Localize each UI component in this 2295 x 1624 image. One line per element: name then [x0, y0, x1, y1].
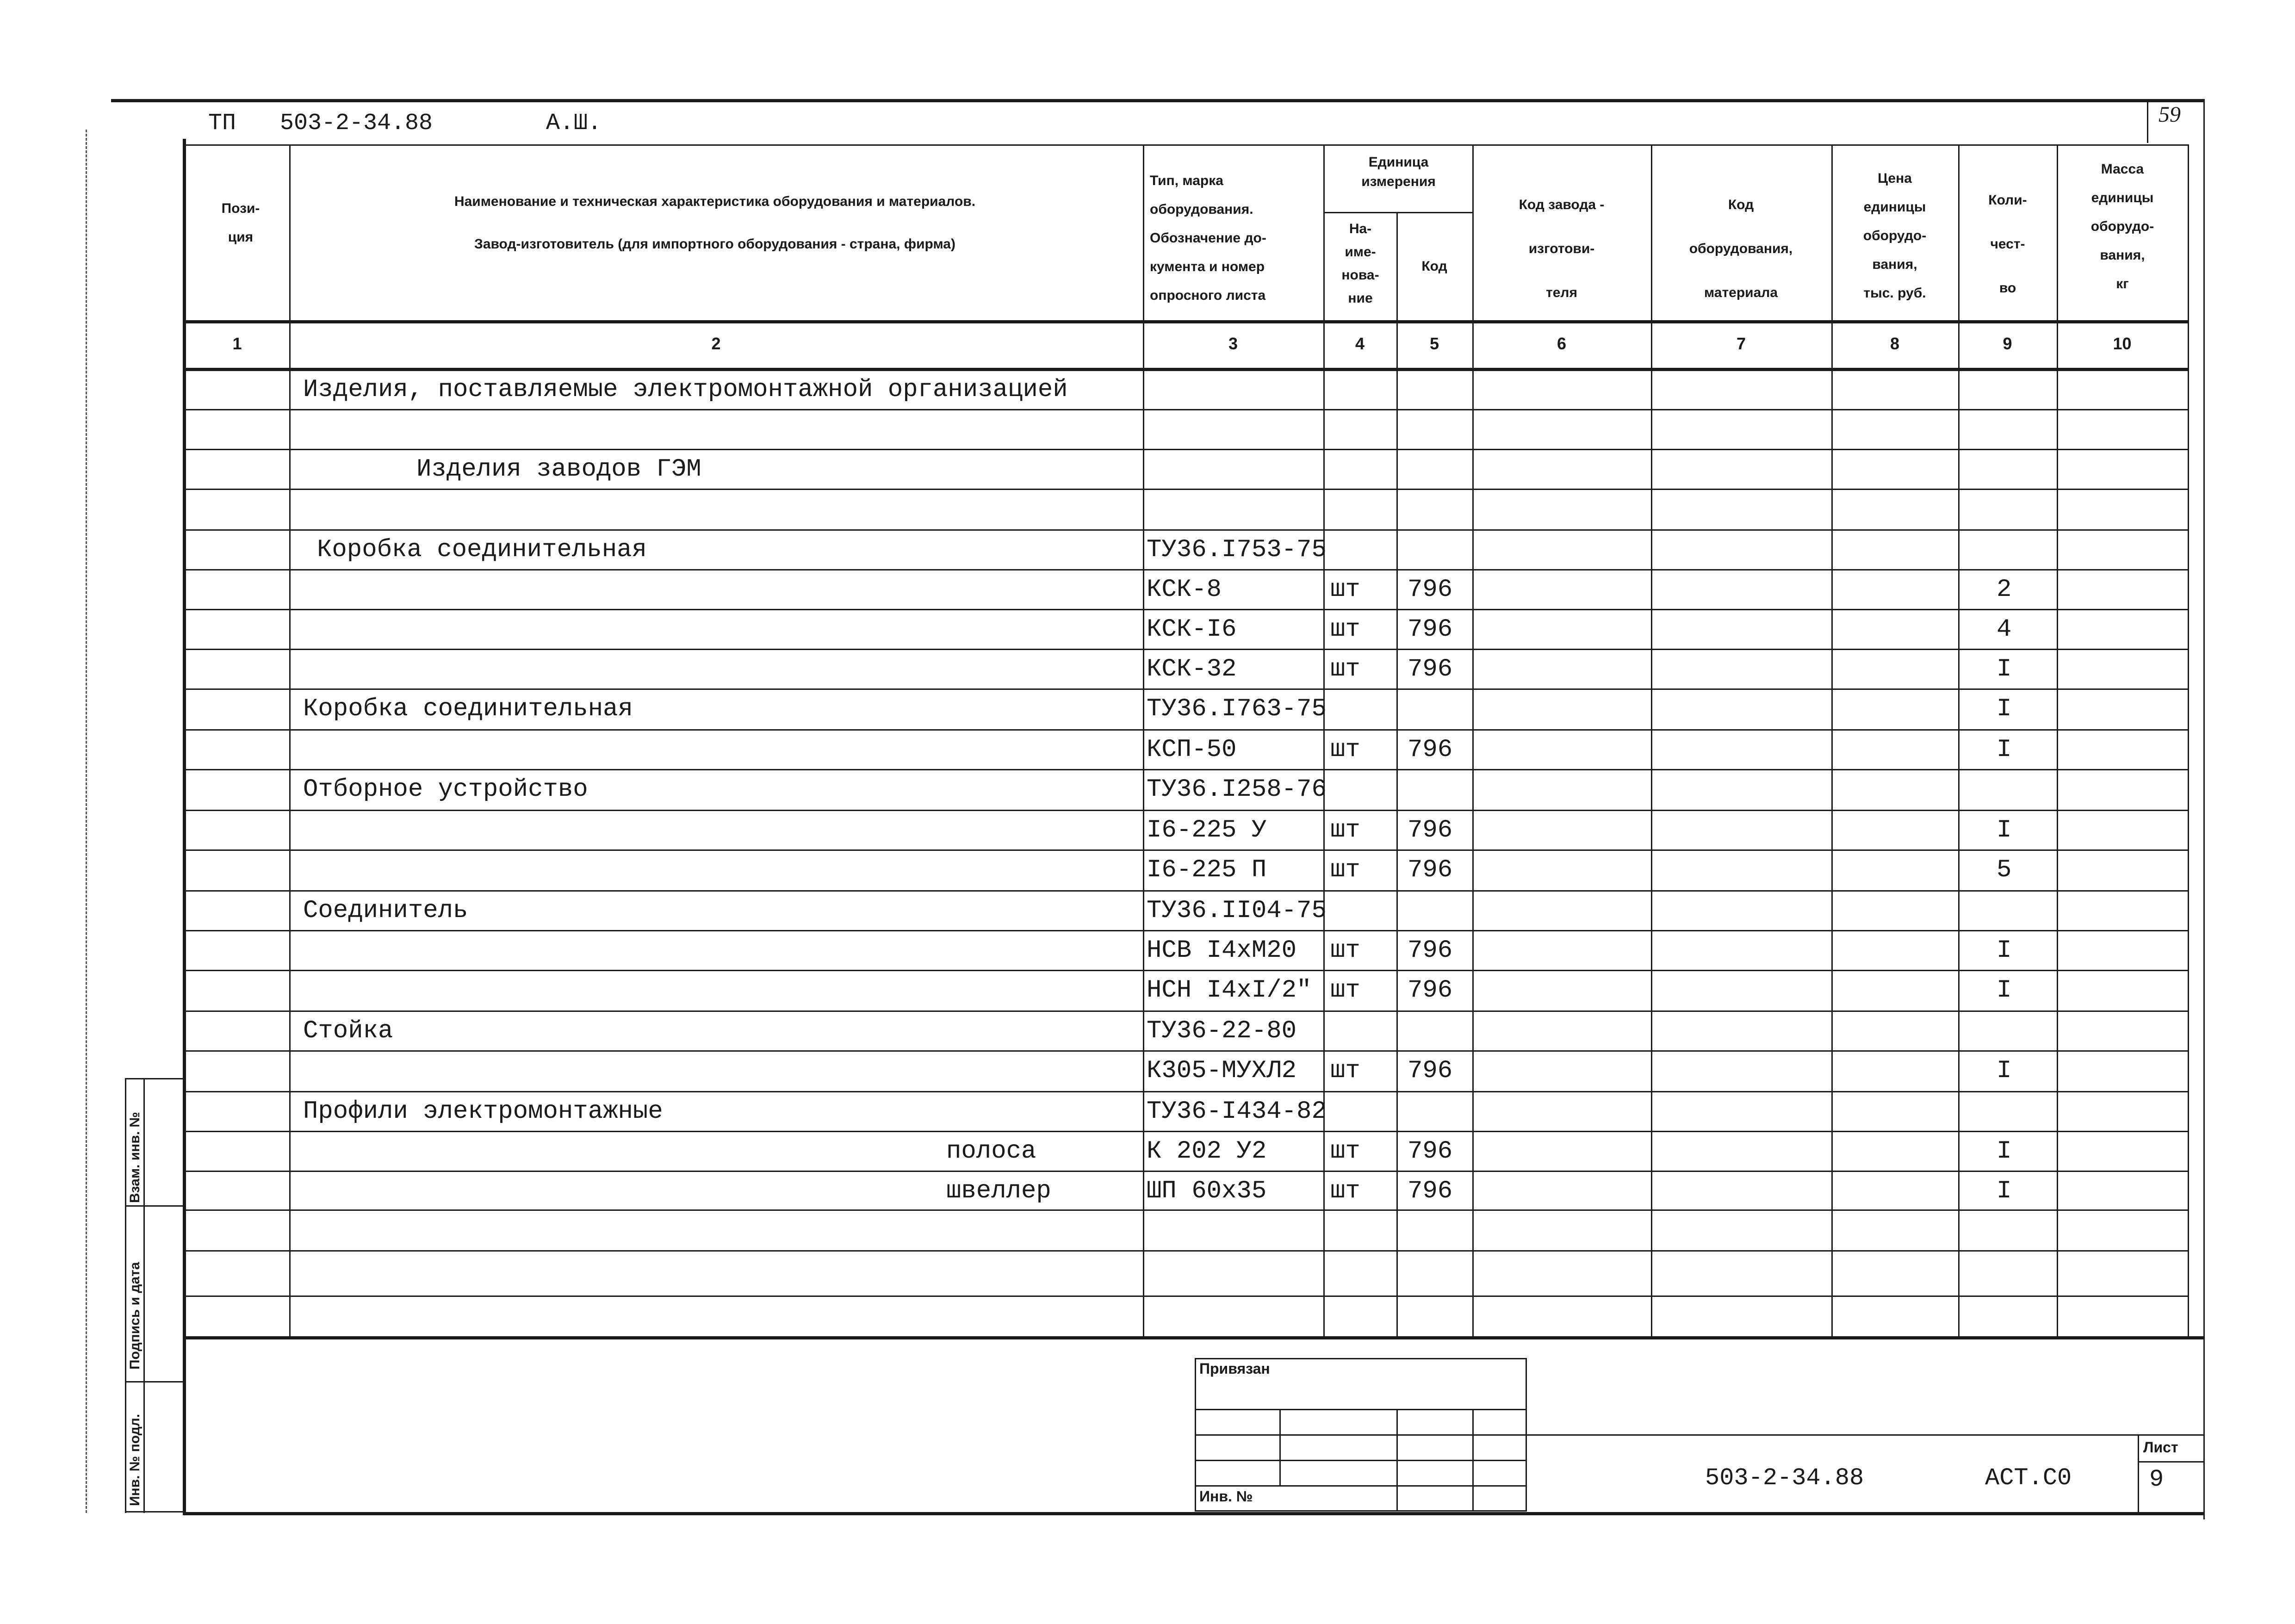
- row-separator: [185, 890, 2189, 892]
- row-separator: [185, 1171, 2189, 1172]
- row-code: 796: [1408, 856, 1453, 884]
- col-number-3: 3: [1228, 334, 1238, 353]
- margin-tick-line: [86, 130, 87, 1513]
- row-code: 796: [1408, 655, 1453, 683]
- row-separator: [185, 729, 2189, 731]
- row-unit: шт: [1330, 936, 1360, 965]
- row-separator: [185, 930, 2189, 931]
- stamp-vline-3: [1472, 1409, 1474, 1512]
- col-line-7: [1831, 144, 1833, 1338]
- col-number-5: 5: [1429, 334, 1439, 353]
- row-code: 796: [1408, 816, 1453, 844]
- row-type: ТУ36.II04-75: [1147, 897, 1327, 925]
- side-strip-mid: [143, 1078, 145, 1513]
- header-col9: Коли- чест- во: [1988, 192, 2027, 296]
- row-code: 796: [1408, 1057, 1453, 1085]
- header-col6: Код завода - изготови- теля: [1519, 197, 1605, 300]
- header-col5: Код: [1421, 259, 1447, 274]
- row-qty: 2: [1997, 576, 2012, 604]
- row-name: Соединитель: [303, 897, 468, 925]
- side-strip-div2: [125, 1381, 184, 1382]
- number-row-line: [185, 368, 2189, 371]
- row-type: КСП-50: [1147, 736, 1237, 764]
- row-separator: [185, 569, 2189, 570]
- row-separator: [185, 1050, 2189, 1052]
- row-separator: [185, 609, 2189, 610]
- row-name: Стойка: [303, 1017, 393, 1045]
- row-separator: [185, 1250, 2189, 1252]
- row-separator: [185, 1091, 2189, 1092]
- row-code: 796: [1408, 576, 1453, 604]
- side-label-podpis: Подпись и дата: [127, 1262, 143, 1370]
- row-name: Профили электромонтажные: [303, 1097, 663, 1126]
- table-bottom-line: [185, 1336, 2203, 1339]
- stamp-list-number: 9: [2149, 1466, 2164, 1493]
- col-number-7: 7: [1736, 334, 1746, 353]
- corner-box-left: [2147, 99, 2148, 143]
- row-qty: I: [1997, 1057, 2012, 1085]
- col-number-10: 10: [2113, 334, 2132, 353]
- row-type: КСК-32: [1147, 655, 1237, 683]
- row-type: КСК-8: [1147, 576, 1222, 604]
- col-line-1: [289, 144, 291, 1338]
- row-code: 796: [1408, 1177, 1453, 1205]
- frame-right: [2203, 99, 2205, 1519]
- tp-label: ТП: [208, 110, 236, 136]
- series-label: А.Ш.: [546, 110, 602, 136]
- col-line-5: [1472, 144, 1474, 1338]
- row-qty: I: [1997, 816, 2012, 844]
- row-qty: 4: [1997, 615, 2012, 644]
- stamp-inv-label: Инв. №: [1199, 1488, 1253, 1505]
- row-separator: [185, 1209, 2189, 1211]
- row-unit: шт: [1330, 576, 1360, 604]
- row-type: ТУ36.I753-75: [1147, 536, 1327, 564]
- row-separator: [185, 849, 2189, 851]
- stamp-vline-1: [1279, 1409, 1281, 1485]
- header-top-line: [185, 144, 2189, 146]
- row-type: I6-225 П: [1147, 856, 1267, 884]
- row-separator: [185, 529, 2189, 531]
- stamp-list-box-left: [2138, 1434, 2139, 1512]
- row-name: полоса: [946, 1137, 1036, 1165]
- col-line-4: [1396, 212, 1398, 1338]
- row-separator: [185, 449, 2189, 450]
- stamp-line-4: [1195, 1485, 1527, 1487]
- row-separator: [185, 1010, 2189, 1012]
- stamp-doc-code: 503-2-34.88: [1705, 1464, 1864, 1492]
- unit-group-line: [1323, 212, 1472, 213]
- header-col7: Код оборудования, материала: [1689, 197, 1793, 300]
- header-unit-group: Единица измерения: [1361, 155, 1436, 189]
- stamp-right-topline: [1527, 1434, 2203, 1436]
- row-unit: шт: [1330, 1177, 1360, 1205]
- side-label-inv: Инв. № подл.: [127, 1413, 143, 1506]
- col-number-6: 6: [1557, 334, 1567, 353]
- col-line-8: [1958, 144, 1960, 1338]
- col-line-10: [2188, 144, 2189, 1338]
- header-col2: Наименование и техническая характеристика оборудования и материалов. Завод-изготовитель (для импортного оборудования - страна, фирма): [454, 194, 976, 252]
- row-qty: I: [1997, 655, 2012, 683]
- header-col3: Тип, марка оборудования. Обозначение до- кумента и номер опросного листа: [1150, 173, 1266, 303]
- row-type: ТУ36.I763-75: [1147, 695, 1327, 723]
- row-qty: I: [1997, 976, 2012, 1004]
- row-type: ШП 60х35: [1147, 1177, 1267, 1205]
- row-unit: шт: [1330, 655, 1360, 683]
- header-col8: Цена единицы оборудо- вания, тыс. руб.: [1863, 171, 1927, 301]
- header-col10: Масса единицы оборудо- вания, кг: [2090, 161, 2154, 291]
- doc-code-top: 503-2-34.88: [280, 110, 433, 136]
- side-strip-bottom: [125, 1511, 184, 1512]
- stamp-vline-2: [1396, 1409, 1398, 1512]
- stamp-list-label: Лист: [2143, 1439, 2178, 1456]
- page-corner-number: 59: [2159, 102, 2181, 127]
- row-name: Коробка соединительная: [303, 695, 633, 723]
- row-type: НСВ I4хМ20: [1147, 936, 1297, 965]
- row-separator: [185, 489, 2189, 490]
- stamp-line-1: [1195, 1409, 1527, 1410]
- row-separator: [185, 688, 2189, 690]
- row-type: ТУ36-I434-82: [1147, 1097, 1327, 1126]
- row-unit: шт: [1330, 736, 1360, 764]
- row-unit: шт: [1330, 615, 1360, 644]
- row-type: НСН I4хI/2": [1147, 976, 1312, 1004]
- row-name: Изделия, поставляемые электромонтажной организацией: [303, 376, 1068, 404]
- row-separator: [185, 1295, 2189, 1297]
- side-strip-top: [125, 1078, 184, 1079]
- row-unit: шт: [1330, 976, 1360, 1004]
- row-type: К 202 У2: [1147, 1137, 1267, 1165]
- row-separator: [185, 1131, 2189, 1132]
- col-line-3: [1323, 144, 1325, 1338]
- row-type: ТУ36-22-80: [1147, 1017, 1297, 1045]
- header-col1: Пози- ция: [221, 201, 260, 245]
- row-type: I6-225 У: [1147, 816, 1267, 844]
- col-line-2: [1143, 144, 1144, 1338]
- frame-bottom: [183, 1512, 2205, 1515]
- col-number-4: 4: [1355, 334, 1365, 353]
- stamp-line-3: [1195, 1460, 1527, 1461]
- row-name: Изделия заводов ГЭМ: [416, 455, 701, 483]
- row-qty: 5: [1997, 856, 2012, 884]
- row-code: 796: [1408, 615, 1453, 644]
- row-type: КСК-I6: [1147, 615, 1237, 644]
- row-unit: шт: [1330, 1137, 1360, 1165]
- frame-top: [111, 99, 2205, 102]
- row-qty: I: [1997, 1137, 2012, 1165]
- col-line-9: [2057, 144, 2058, 1338]
- row-qty: I: [1997, 1177, 2012, 1205]
- row-qty: I: [1997, 695, 2012, 723]
- row-unit: шт: [1330, 1057, 1360, 1085]
- col-number-8: 8: [1890, 334, 1900, 353]
- row-type: К305-МУХЛ2: [1147, 1057, 1297, 1085]
- row-type: ТУ36.I258-76: [1147, 775, 1327, 804]
- side-label-vzam: Взам. инв. №: [127, 1112, 143, 1203]
- row-unit: шт: [1330, 856, 1360, 884]
- side-strip-left: [125, 1078, 126, 1513]
- row-name: Коробка соединительная: [317, 536, 647, 564]
- row-code: 796: [1408, 976, 1453, 1004]
- row-separator: [185, 769, 2189, 770]
- row-separator: [185, 649, 2189, 650]
- side-strip-div1: [125, 1205, 184, 1207]
- row-code: 796: [1408, 1137, 1453, 1165]
- row-qty: I: [1997, 736, 2012, 764]
- row-code: 796: [1408, 936, 1453, 965]
- header-bottom-line: [185, 320, 2189, 323]
- row-separator: [185, 409, 2189, 410]
- col-number-1: 1: [232, 334, 242, 353]
- row-separator: [185, 810, 2189, 811]
- stamp-line-2: [1195, 1434, 1527, 1436]
- row-name: Отборное устройство: [303, 775, 588, 804]
- col-line-6: [1651, 144, 1652, 1338]
- row-unit: шт: [1330, 816, 1360, 844]
- stamp-list-divider: [2138, 1461, 2203, 1463]
- col-number-9: 9: [2003, 334, 2012, 353]
- stamp-sheet-code: АСТ.С0: [1985, 1464, 2072, 1492]
- row-name: швеллер: [946, 1177, 1051, 1205]
- header-col4: На- име- нова- ние: [1341, 221, 1379, 306]
- stamp-privyazan-label: Привязан: [1199, 1360, 1270, 1377]
- row-code: 796: [1408, 736, 1453, 764]
- col-number-2: 2: [711, 334, 721, 353]
- row-separator: [185, 970, 2189, 971]
- row-qty: I: [1997, 936, 2012, 965]
